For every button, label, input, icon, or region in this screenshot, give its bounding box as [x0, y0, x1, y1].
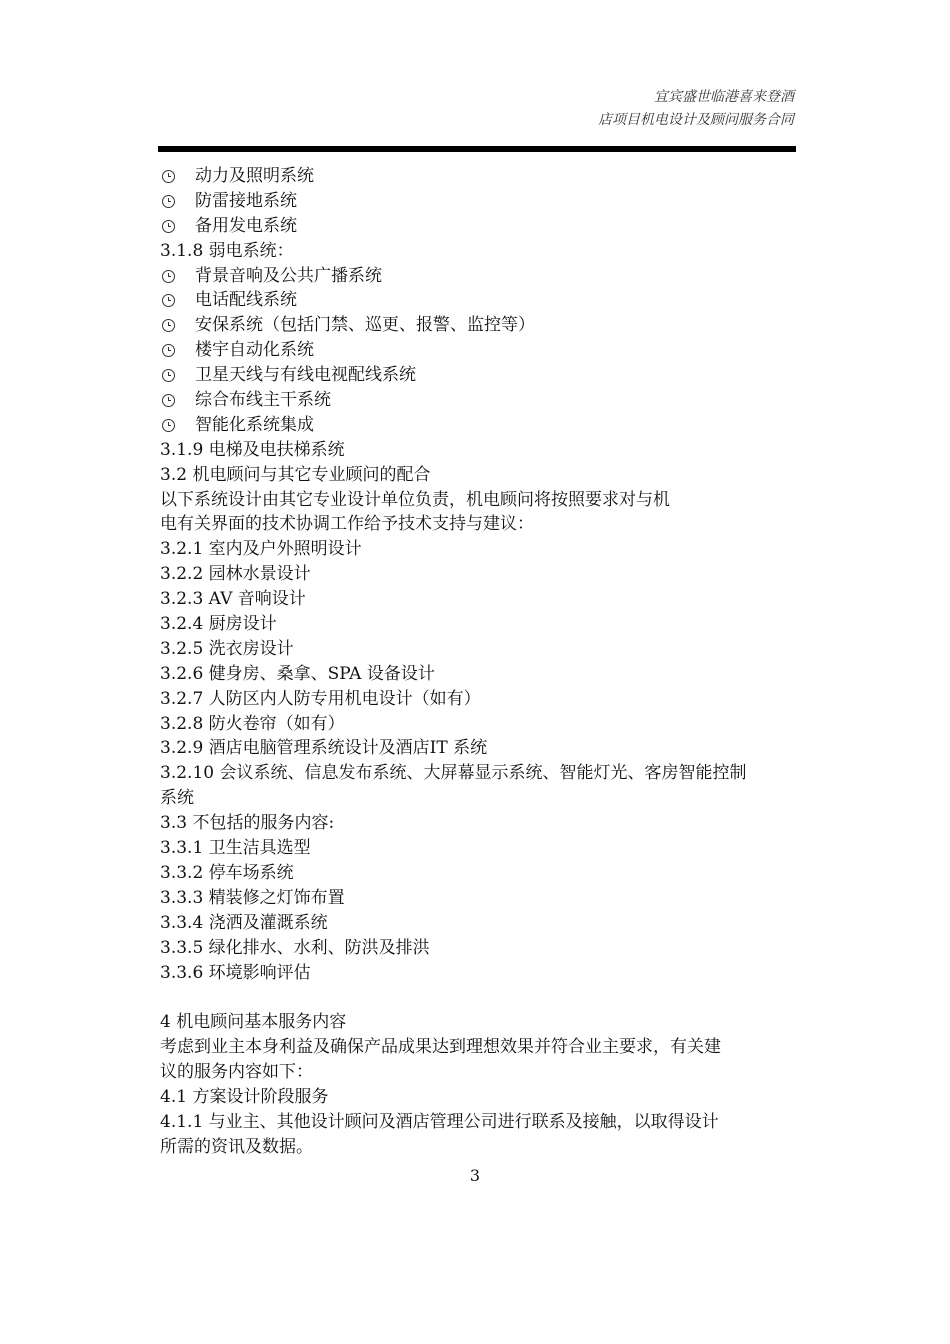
list-item-text: 电话配线系统 — [195, 290, 297, 311]
header-line-1: 宜宾盛世临港喜来登酒 — [654, 89, 794, 105]
clock-bullet-icon — [162, 270, 175, 283]
blank-line — [160, 985, 796, 1010]
list-item — [160, 388, 796, 413]
clause-3-2-6: 3.2.6 健身房、桑拿、SPA 设备设计 — [160, 663, 435, 684]
list-item-text: 智能化系统集成 — [195, 414, 314, 435]
clock-bullet-icon — [162, 319, 175, 332]
header-rule — [158, 146, 796, 152]
clause-3-2-1: 3.2.1 室内及户外照明设计 — [160, 539, 362, 560]
section-heading-3-1-8: 3.1.8 弱电系统： — [160, 240, 294, 261]
clause-3-3-5: 3.3.5 绿化排水、水利、防洪及排洪 — [160, 937, 430, 958]
document-body — [160, 164, 796, 1160]
clock-bullet-icon — [162, 394, 175, 407]
paragraph-line: 电有关界面的技术协调工作给予技术支持与建议： — [160, 514, 534, 535]
list-item — [160, 413, 796, 438]
clause-3-2-10: 3.2.10 会议系统、信息发布系统、大屏幕显示系统、智能灯光、客房智能控制 — [160, 763, 747, 784]
list-item-text: 动力及照明系统 — [195, 166, 314, 186]
list-item-text: 背景音响及公共广播系统 — [195, 265, 382, 286]
list-item — [160, 264, 796, 289]
section-heading-4-1: 4.1 方案设计阶段服务 — [160, 1086, 329, 1107]
clock-bullet-icon — [162, 294, 175, 307]
clock-bullet-icon — [162, 195, 175, 208]
clock-bullet-icon — [162, 170, 175, 183]
clause-3-2-5: 3.2.5 洗衣房设计 — [160, 638, 294, 659]
clause-3-3-1: 3.3.1 卫生洁具选型 — [160, 838, 311, 859]
page-header — [598, 86, 794, 132]
clause-3-2-9: 3.2.9 酒店电脑管理系统设计及酒店IT 系统 — [160, 738, 488, 759]
list-item — [160, 164, 796, 189]
list-item-text: 备用发电系统 — [195, 215, 297, 236]
list-item — [160, 363, 796, 388]
clause-3-2-10-continued: 系统 — [160, 788, 194, 809]
clause-4-1-1-continued: 所需的资讯及数据。 — [160, 1136, 313, 1157]
clause-3-2-8: 3.2.8 防火卷帘（如有） — [160, 713, 345, 734]
list-item — [160, 313, 796, 338]
paragraph-line: 议的服务内容如下： — [160, 1062, 313, 1083]
clause-4-1-1: 4.1.1 与业主、其他设计顾问及酒店管理公司进行联系及接触，以取得设计 — [160, 1111, 719, 1132]
clock-bullet-icon — [162, 220, 175, 233]
list-item-text: 安保系统（包括门禁、巡更、报警、监控等） — [195, 315, 535, 336]
list-item-text: 防雷接地系统 — [195, 190, 297, 211]
list-item — [160, 338, 796, 363]
list-item — [160, 214, 796, 239]
clause-3-3-2: 3.3.2 停车场系统 — [160, 862, 294, 883]
section-heading-3-3: 3.3 不包括的服务内容: — [160, 813, 335, 834]
list-item-text: 楼宇自动化系统 — [195, 340, 314, 361]
paragraph-line: 以下系统设计由其它专业设计单位负责，机电顾问将按照要求对与机 — [160, 489, 670, 510]
list-item-text: 综合布线主干系统 — [195, 390, 331, 411]
clock-bullet-icon — [162, 344, 175, 357]
clause-3-3-6: 3.3.6 环境影响评估 — [160, 962, 311, 983]
clock-bullet-icon — [162, 369, 175, 382]
page-number: 3 — [469, 1166, 481, 1185]
clause-3-2-3: 3.2.3 AV 音响设计 — [160, 589, 306, 610]
list-item — [160, 288, 796, 313]
section-heading-3-1-9: 3.1.9 电梯及电扶梯系统 — [160, 439, 345, 460]
section-heading-4: 4 机电顾问基本服务内容 — [160, 1012, 347, 1033]
list-item — [160, 189, 796, 214]
clause-3-3-4: 3.3.4 浇洒及灌溉系统 — [160, 912, 328, 933]
clause-3-2-7: 3.2.7 人防区内人防专用机电设计（如有） — [160, 688, 481, 709]
list-item-text: 卫星天线与有线电视配线系统 — [195, 365, 416, 386]
clause-3-2-2: 3.2.2 园林水景设计 — [160, 564, 311, 585]
clause-3-3-3: 3.3.3 精装修之灯饰布置 — [160, 887, 345, 908]
clause-3-2-4: 3.2.4 厨房设计 — [160, 614, 277, 635]
section-heading-3-2: 3.2 机电顾问与其它专业顾问的配合 — [160, 464, 431, 485]
paragraph-line: 考虑到业主本身利益及确保产品成果达到理想效果并符合业主要求，有关建 — [160, 1037, 721, 1058]
clock-bullet-icon — [162, 419, 175, 432]
header-line-2: 店项目机电设计及顾问服务合同 — [598, 112, 794, 128]
